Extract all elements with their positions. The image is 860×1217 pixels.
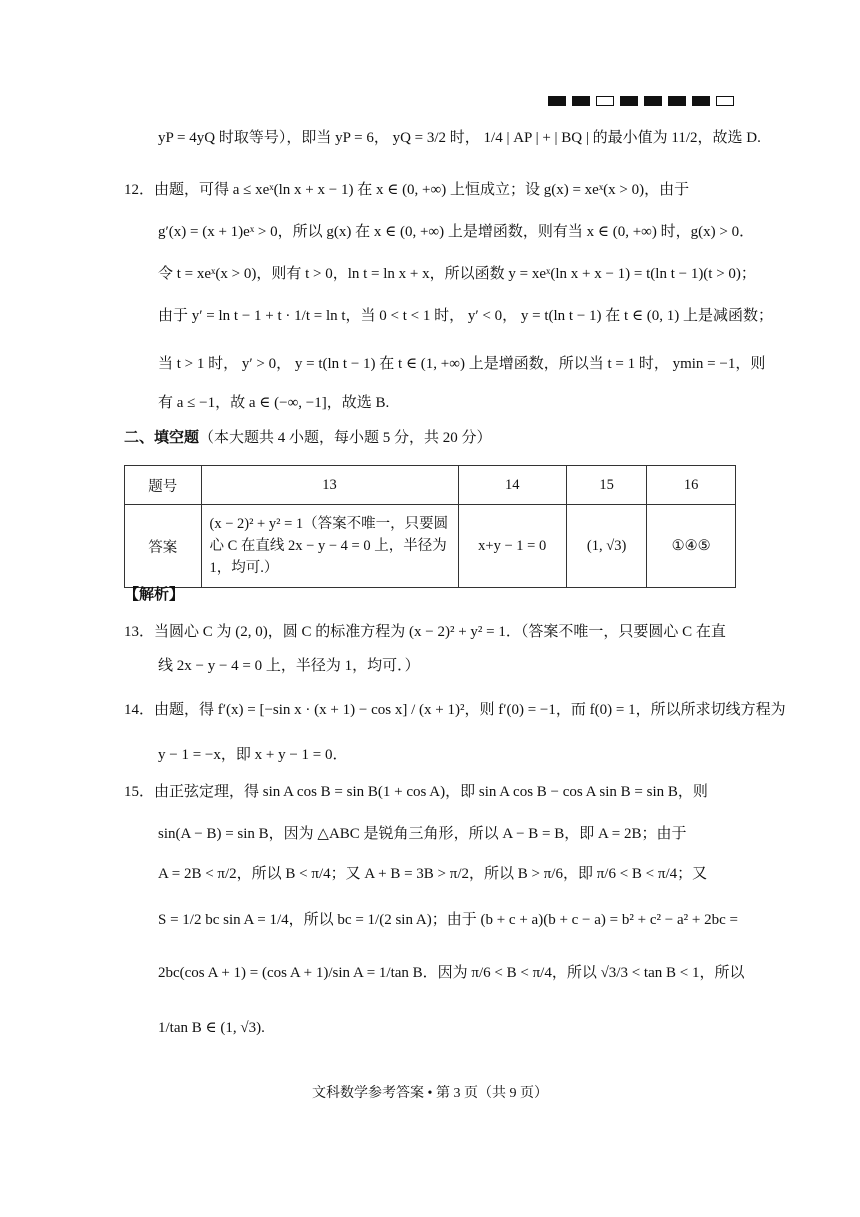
filled-square-mark xyxy=(692,96,710,106)
text-line: 当 t > 1 时， y′ > 0， y = t(ln t − 1) 在 t ∈ (1, +∞) 上是增函数，所以当 t = 1 时， ymin = −1，则 xyxy=(158,356,766,372)
text-line: g′(x) = (x + 1)eˣ > 0，所以 g(x) 在 x ∈ (0, +∞) 上是增函数，则有当 x ∈ (0, +∞) 时，g(x) > 0． xyxy=(158,224,755,240)
text-line: 12．由题，可得 a ≤ xeˣ(ln x + x − 1) 在 x ∈ (0, +∞) 上恒成立；设 g(x) = xeˣ(x > 0)，由于 xyxy=(124,182,690,198)
answer-cell: (1, √3) xyxy=(566,505,647,588)
table-header-row xyxy=(125,466,736,505)
table-header-cell: 16 xyxy=(647,466,736,505)
page-footer: 文科数学参考答案 • 第 3 页（共 9 页） xyxy=(312,1086,548,1101)
section-label: 二、填空题 xyxy=(124,430,200,446)
filled-square-mark xyxy=(620,96,638,106)
header-marks xyxy=(548,96,734,108)
filled-square-mark xyxy=(668,96,686,106)
text-line: 有 a ≤ −1，故 a ∈ (−∞, −1]，故选 B. xyxy=(158,395,390,411)
text-line: 由于 y′ = ln t − 1 + t · 1/t = ln t，当 0 < t < 1 时， y′ < 0， y = t(ln t − 1) 在 t ∈ (0, 1) 上是减函数； xyxy=(158,308,774,324)
hollow-square-mark xyxy=(716,96,734,106)
answer-cell: x+y − 1 = 0 xyxy=(458,505,566,588)
filled-square-mark xyxy=(644,96,662,106)
table-header-cell: 15 xyxy=(566,466,647,505)
answer-table xyxy=(124,465,736,588)
hollow-square-mark xyxy=(596,96,614,106)
analysis-line: 2bc(cos A + 1) = (cos A + 1)/sin A = 1/tan B．因为 π/6 < B < π/4，所以 √3/3 < tan B < 1，所以 xyxy=(158,965,745,981)
analysis-line: 15．由正弦定理，得 sin A cos B = sin B(1 + cos A)，即 sin A cos B − cos A sin B = sin B，则 xyxy=(124,784,708,800)
table-header-cell: 题号 xyxy=(125,466,202,505)
row-label-cell: 答案 xyxy=(125,505,202,588)
table-row xyxy=(125,505,736,588)
table-header-cell: 14 xyxy=(458,466,566,505)
section-heading xyxy=(124,428,492,448)
analysis-line: 14．由题，得 f′(x) = [−sin x · (x + 1) − cos x] / (x + 1)²，则 f′(0) = −1，而 f(0) = 1，所以所求切线方程为 xyxy=(124,702,786,718)
text-line: 令 t = xeˣ(x > 0)，则有 t > 0，ln t = ln x + x，所以函数 y = xeˣ(ln x + x − 1) = t(ln t − 1)(t > 0)； xyxy=(158,266,756,282)
table-header-cell: 13 xyxy=(201,466,458,505)
filled-square-mark xyxy=(572,96,590,106)
answer-cell: (x − 2)² + y² = 1（答案不唯一，只要圆心 C 在直线 2x − y − 4 = 0 上，半径为 1，均可.） xyxy=(201,505,458,588)
analysis-line: sin(A − B) = sin B，因为 △ABC 是锐角三角形，所以 A − B = B，即 A = 2B；由于 xyxy=(158,826,687,842)
analysis-line: 1/tan B ∈ (1, √3). xyxy=(158,1020,265,1036)
analysis-line: y − 1 = −x，即 x + y − 1 = 0． xyxy=(158,747,348,763)
analysis-line: A = 2B < π/2，所以 B < π/4；又 A + B = 3B > π/2，所以 B > π/6，即 π/6 < B < π/4；又 xyxy=(158,866,708,882)
answer-cell: ①④⑤ xyxy=(647,505,736,588)
analysis-line: 线 2x − y − 4 = 0 上，半径为 1，均可．） xyxy=(158,658,420,674)
analysis-label: 【解析】 xyxy=(124,587,185,603)
section-note: （本大题共 4 小题，每小题 5 分，共 20 分） xyxy=(199,430,492,446)
filled-square-mark xyxy=(548,96,566,106)
analysis-line: 13．当圆心 C 为 (2, 0)，圆 C 的标准方程为 (x − 2)² + y² = 1．（答案不唯一，只要圆心 C 在直 xyxy=(124,624,726,640)
text-line: yP = 4yQ 时取等号），即当 yP = 6， yQ = 3/2 时， 1/4 | AP | + | BQ | 的最小值为 11/2，故选 D. xyxy=(158,130,761,146)
analysis-line: S = 1/2 bc sin A = 1/4，所以 bc = 1/(2 sin A)；由于 (b + c + a)(b + c − a) = b² + c² − a² + 2bc = xyxy=(158,912,738,928)
